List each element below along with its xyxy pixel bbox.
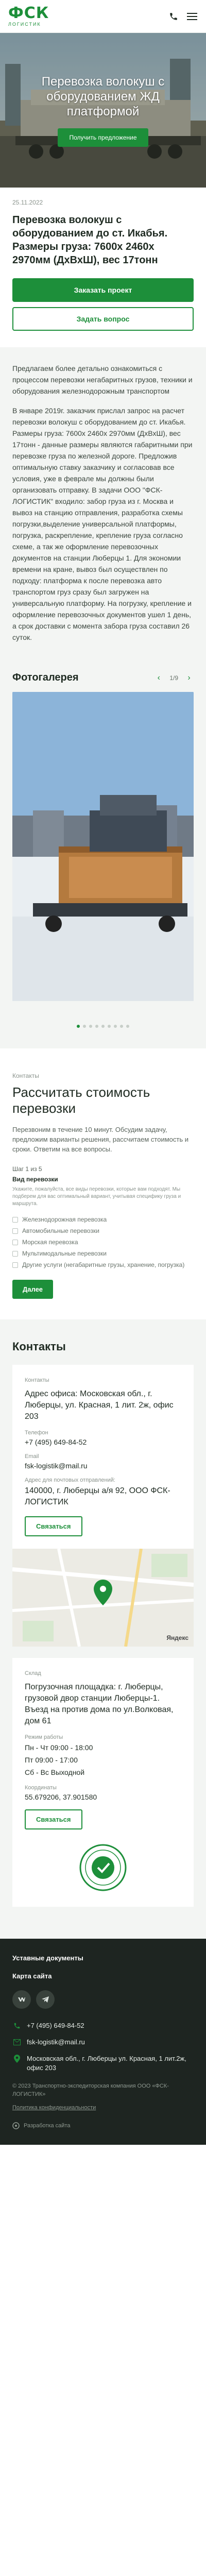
- footer-email-row[interactable]: [12, 2038, 194, 2047]
- article-body: В январе 2019г. заказчик прислал запрос на расчет перевозки волокуш с оборудованием до ст. Икабья. Размеры груза: 7600х 2460х 2970мм (ДхВхШ), вес 17тонн - данные размеры являются габаритными при перевозке груза по железной дороге. Предложив оптимальную ставку заказчику и согласовав все условия, уже в феврале мы должны были организовать отправку. В задачи ООО "ФСК-ЛОГИСТИК" входило: забор груза из г. Москва и вывоз на станцию отправления, разработка схемы погрузки,выделение универсальной платформы, погрузка, раскрепление, крепление груза согласно схеме, а так же оформление перевозочных документов на станции Люберцы 1. Для экономии времени на кране, вывоз был осуществлен по подходу: платформа к после перевозка авто транспортом груз сразу был загружен на универсальную платформу. На погрузку, крепление и оформление перевозочных документов ушел 1 день, а срок доставки с момента забора груза составил 26 суток.: [12, 406, 193, 641]
- footer-phone-row[interactable]: [12, 2021, 194, 2030]
- gallery-dot[interactable]: [114, 1025, 117, 1028]
- logo-subtitle: ЛОГИСТИК: [8, 22, 41, 27]
- option-label: Мультимодальные перевозки: [22, 1250, 107, 1257]
- postal-label: Адрес для почтовых отправлений:: [25, 1477, 115, 1483]
- email-label: Email: [25, 1453, 39, 1460]
- site-header: [0, 0, 206, 33]
- calc-title: Рассчитать стоимость перевозки: [12, 1084, 150, 1116]
- location-icon: [12, 2054, 22, 2063]
- postal-address: 140000, г. Люберцы а/я 92, ООО ФСК-ЛОГИСТИК: [25, 1486, 170, 1506]
- gallery-dot[interactable]: [126, 1025, 129, 1028]
- gallery-dot[interactable]: [95, 1025, 98, 1028]
- option-label: Другие услуги (негабаритные грузы, хранение, погрузка): [22, 1261, 185, 1268]
- article-intro: Предлагаем более детально ознакомиться с процессом перевозки негабаритных грузов, техники и оборудования железнодорожным транспортом: [12, 364, 193, 395]
- charter-docs-link[interactable]: Уставные документы: [12, 1954, 83, 1962]
- office-kicker: Контакты: [25, 1377, 49, 1383]
- developer-credit[interactable]: [12, 2122, 194, 2129]
- option-rail[interactable]: [12, 1214, 194, 1225]
- gallery-nav: [154, 673, 194, 683]
- contact-warehouse-button[interactable]: Связаться: [25, 1809, 82, 1829]
- gallery-image: [12, 692, 194, 1001]
- calc-options: [12, 1214, 194, 1270]
- header-actions: [168, 11, 198, 22]
- arrow-right-icon[interactable]: ›: [187, 673, 191, 682]
- gallery-photo[interactable]: [12, 692, 194, 1001]
- calculator-section: [0, 1048, 206, 1319]
- coords-value: 55.679206, 37.901580: [25, 1793, 97, 1801]
- option-other[interactable]: [12, 1259, 194, 1270]
- hours-friday: Пт 09:00 - 17:00: [25, 1756, 78, 1764]
- mail-icon: [12, 2038, 22, 2047]
- developer-logo-icon: [12, 2122, 20, 2129]
- gallery-header: [12, 672, 194, 684]
- product-title: Перевозка волокуш с оборудованием до ст. Икабья. Размеры груза: 7600х 2460х 2970мм (ДхВхШ), вес 17тонн: [12, 214, 168, 266]
- product-card: [0, 188, 206, 343]
- product-date: 25.11.2022: [12, 199, 43, 206]
- hours-label: Режим работы: [25, 1734, 63, 1740]
- option-multimodal[interactable]: [12, 1248, 194, 1259]
- contacts-section: [0, 1319, 206, 1939]
- checkbox[interactable]: [12, 1262, 18, 1268]
- gallery-pagination: [12, 1025, 194, 1028]
- footer-address: Московская обл., г. Люберцы ул. Красная, 1 лит.2ж, офис 203: [27, 2055, 186, 2072]
- gallery-counter: 1/9: [169, 674, 178, 682]
- checkbox[interactable]: [12, 1251, 18, 1257]
- footer-phone: +7 (495) 649-84-52: [27, 2022, 84, 2029]
- office-map[interactable]: [12, 1549, 194, 1647]
- gallery-title: Фотогалерея: [12, 672, 79, 683]
- phone-icon[interactable]: [168, 11, 179, 22]
- contact-button[interactable]: Связаться: [25, 1516, 82, 1536]
- option-label: Морская перевозка: [22, 1239, 78, 1246]
- option-label: Автомобильные перевозки: [22, 1227, 99, 1234]
- office-phone[interactable]: +7 (495) 649-84-52: [25, 1438, 87, 1446]
- gallery-dot[interactable]: [89, 1025, 92, 1028]
- developer-text: Разработка сайта: [24, 2123, 71, 2129]
- order-project-button[interactable]: Заказать проект: [12, 278, 194, 302]
- hours-weekdays: Пн - Чт 09:00 - 18:00: [25, 1743, 93, 1752]
- contacts-title: Контакты: [12, 1340, 66, 1353]
- warehouse-address: Погрузочная площадка: г. Люберцы, грузовой двор станции Люберцы-1. Въезд на против дома по ул.Волковая, дом 61: [25, 1683, 174, 1725]
- checkbox[interactable]: [12, 1228, 18, 1234]
- gallery-dot[interactable]: [108, 1025, 111, 1028]
- logo[interactable]: [8, 6, 49, 27]
- warehouse-kicker: Склад: [25, 1670, 41, 1676]
- photo-gallery: [0, 668, 206, 1048]
- article-section: [0, 347, 206, 668]
- option-label: Железнодорожная перевозка: [22, 1216, 107, 1223]
- sitemap-link[interactable]: Карта сайта: [12, 1972, 52, 1980]
- calc-kicker: Контакты: [12, 1072, 39, 1079]
- footer-email: fsk-logistik@mail.ru: [27, 2038, 85, 2046]
- copyright: © 2023 Транспортно-экспедиторская компания ООО «ФСК-ЛОГИСТИК»: [12, 2083, 169, 2097]
- get-offer-button[interactable]: Получить предложение: [58, 128, 148, 147]
- phone-label: Телефон: [25, 1430, 48, 1436]
- coords-label: Координаты: [25, 1785, 57, 1791]
- option-sea[interactable]: [12, 1236, 194, 1248]
- arrow-left-icon[interactable]: ‹: [157, 673, 160, 682]
- logo-text: ФСК: [8, 4, 49, 22]
- ask-question-button[interactable]: Задать вопрос: [12, 307, 194, 331]
- calc-description: Перезвоним в течение 10 минут. Обсудим задачу, предложим варианты решения, рассчитаем стоимость и сроки. Ответим на все вопросы.: [12, 1126, 188, 1153]
- calc-step: Шаг 1 из 5: [12, 1165, 42, 1173]
- checkbox[interactable]: [12, 1240, 18, 1245]
- phone-icon: [12, 2021, 22, 2030]
- company-seal: [25, 1843, 181, 1892]
- hero-title: Перевозка волокуш с оборудованием ЖД платформой: [41, 75, 165, 118]
- office-address: Адрес офиса: Московская обл., г. Люберцы, ул. Красная, 1 лит. 2ж, офис 203: [25, 1389, 174, 1421]
- menu-icon[interactable]: [186, 11, 198, 22]
- hero-content: [0, 74, 206, 147]
- option-auto[interactable]: [12, 1225, 194, 1236]
- hero-banner: [0, 33, 206, 188]
- site-footer: [0, 1939, 206, 2145]
- gallery-dot[interactable]: [77, 1025, 80, 1028]
- map-brand: Яндекс: [166, 1634, 188, 1641]
- company-seal-image: [78, 1843, 128, 1892]
- footer-address-row: [12, 2054, 194, 2073]
- next-button[interactable]: Далее: [12, 1280, 53, 1299]
- office-card: [12, 1365, 194, 1647]
- gallery-dot[interactable]: [120, 1025, 123, 1028]
- map-image: [12, 1549, 194, 1647]
- calc-note: Укажите, пожалуйста, все виды перевозки, которые вам подходят. Мы подберем для вас оптимальный вариант, учитывая специфику груза и маршрута.: [12, 1187, 181, 1207]
- checkbox[interactable]: [12, 1217, 18, 1223]
- privacy-policy-link[interactable]: Политика конфиденциальности: [12, 2105, 96, 2111]
- gallery-dot[interactable]: [83, 1025, 86, 1028]
- warehouse-card: [12, 1658, 194, 1907]
- hours-weekend: Сб - Вс Выходной: [25, 1768, 85, 1776]
- office-email[interactable]: fsk-logistik@mail.ru: [25, 1462, 88, 1470]
- gallery-dot[interactable]: [101, 1025, 105, 1028]
- social-links: [12, 1990, 194, 2009]
- calc-question: Вид перевозки: [12, 1176, 58, 1183]
- vk-icon[interactable]: [12, 1990, 31, 2009]
- telegram-icon[interactable]: [36, 1990, 55, 2009]
